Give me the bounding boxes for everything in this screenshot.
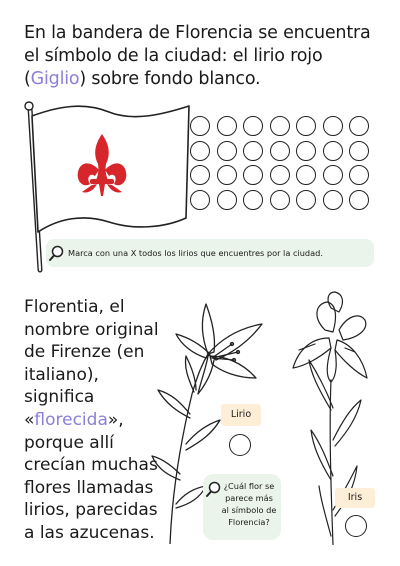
tally-circle[interactable] [349,190,369,210]
tally-circle[interactable] [296,141,316,161]
tally-circle[interactable] [243,190,263,210]
lily-answer-circle[interactable] [229,434,251,456]
tally-circle[interactable] [296,116,316,136]
body-part2: », porque allí crecían muchas flores llamadas lirios, parecidas a las azucenas. [24,409,158,543]
tally-circle[interactable] [190,165,210,185]
question-text: ¿Cuál flor se parece más al símbolo de Florencia? [221,481,277,527]
tally-circle[interactable] [270,116,290,136]
magnifier-icon [205,480,223,498]
tally-circle[interactable] [217,141,237,161]
tally-circle[interactable] [190,141,210,161]
tally-circle[interactable] [243,165,263,185]
instruction-note [46,239,374,267]
question-note [203,474,281,540]
tally-circle[interactable] [217,165,237,185]
body-part1: Florentia, el nombre original de Firenze (en italiano), significa « [24,297,159,430]
tally-circle[interactable] [349,141,369,161]
tally-circle[interactable] [296,190,316,210]
tally-circle[interactable] [217,116,237,136]
intro-part1: En la bandera de Florencia se encuentra el símbolo de la ciudad: el lirio rojo ( [24,23,371,89]
intro-text [24,22,384,91]
tally-circle[interactable] [296,165,316,185]
lily-tally-circles [190,116,380,210]
tally-circle[interactable] [349,116,369,136]
tally-circle[interactable] [243,116,263,136]
body-highlight-florecida: florecida [34,409,108,430]
tally-circle[interactable] [217,190,237,210]
lily-label: Lirio [221,404,261,426]
instruction-text: Marca con una X todos los lirios que encuentres por la ciudad. [68,248,323,258]
tally-circle[interactable] [323,165,343,185]
tally-circle[interactable] [270,141,290,161]
tally-circle[interactable] [323,116,343,136]
tally-circle[interactable] [190,116,210,136]
tally-circle[interactable] [323,141,343,161]
iris-label: Iris [335,488,375,508]
tally-circle[interactable] [190,190,210,210]
iris-answer-circle[interactable] [345,515,367,537]
tally-circle[interactable] [323,190,343,210]
intro-part2: ) sobre fondo blanco. [79,69,261,89]
body-text [24,296,164,545]
tally-circle[interactable] [270,165,290,185]
magnifier-icon [48,244,66,262]
tally-circle[interactable] [243,141,263,161]
intro-highlight-giglio: Giglio [30,69,80,89]
tally-circle[interactable] [270,190,290,210]
tally-circle[interactable] [349,165,369,185]
